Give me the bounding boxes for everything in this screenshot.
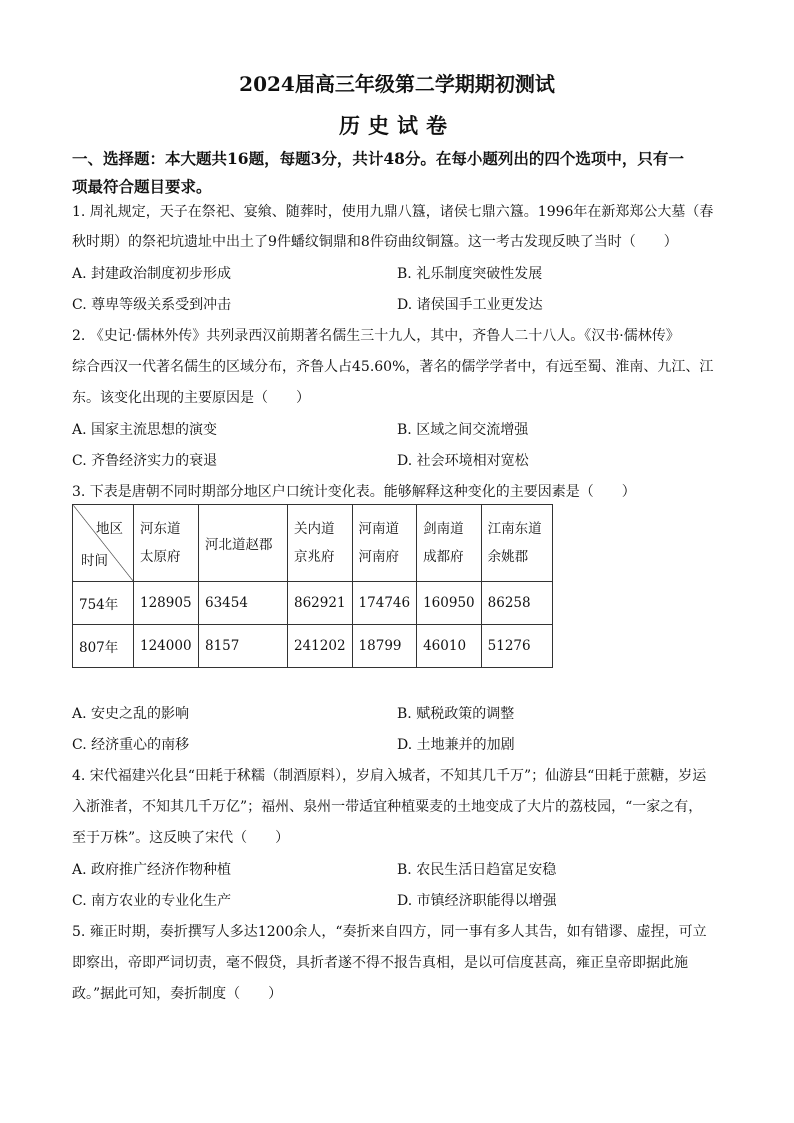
question-1-option-a[interactable]: A. 封建政治制度初步形成 [72,266,232,282]
question-3-option-a[interactable]: A. 安史之乱的影响 [72,706,190,722]
question-4-text: 入浙淮者，不知其几千万亿”；福州、泉州一带适宜种植粟麦的土地变成了大片的荔枝园，“一家之有， [72,799,703,815]
table-column-header: 河北道赵郡 [199,505,288,582]
table-cell: 8157 [199,625,288,668]
table-cell: 241202 [288,625,353,668]
table-column-header: 河东道 太原府 [134,505,199,582]
question-5-text: 政。”据此可知，奏折制度（ ） [72,986,283,1002]
table-column-header: 关内道 京兆府 [288,505,353,582]
table-column-header: 江南东道 余姚郡 [481,505,552,582]
question-1-text: 1. 周礼规定，天子在祭祀、宴飨、随葬时，使用九鼎八簋，诸侯七鼎六簋。1996年在新郑郑公大墓（春 [72,204,714,220]
household-statistics-table [72,504,553,668]
question-3-option-c[interactable]: C. 经济重心的南移 [72,737,190,753]
question-2-text: 综合西汉一代著名儒生的区域分布，齐鲁人占45.60%，著名的儒学学者中，有远至蜀、淮南、九江、江 [72,359,714,375]
table-cell: 51276 [481,625,552,668]
table-cell: 86258 [481,582,552,625]
question-2-option-b[interactable]: B. 区域之间交流增强 [397,422,529,438]
section-heading-line: 项最符合题目要求。 [72,177,212,196]
question-1-option-b[interactable]: B. 礼乐制度突破性发展 [397,266,543,282]
exam-subtitle: 历史试卷 [339,113,455,138]
question-3-option-b[interactable]: B. 赋税政策的调整 [397,706,515,722]
question-1-text: 秋时期）的祭祀坑遗址中出土了9件蟠纹铜鼎和8件窃曲纹铜簋。这一考古发现反映了当时（ ） [72,234,678,250]
table-cell-year: 807年 [73,625,134,668]
table-row [73,582,553,625]
question-2-option-a[interactable]: A. 国家主流思想的演变 [72,422,218,438]
corner-label-time: 时间 [81,553,108,569]
question-2-option-c[interactable]: C. 齐鲁经济实力的衰退 [72,453,218,469]
question-3-text: 3. 下表是唐朝不同时期部分地区户口统计变化表。能够解释这种变化的主要因素是（ ） [72,484,636,500]
table-cell-year: 754年 [73,582,134,625]
question-1-option-c[interactable]: C. 尊卑等级关系受到冲击 [72,297,232,313]
table-column-header: 剑南道 成都府 [417,505,482,582]
corner-label-region: 地区 [96,521,123,537]
table-corner-cell [73,505,134,582]
table-cell: 18799 [352,625,417,668]
table-cell: 128905 [134,582,199,625]
section-heading-line: 一、选择题：本大题共16题，每题3分，共计48分。在每小题列出的四个选项中，只有一 [72,149,684,168]
question-4-option-a[interactable]: A. 政府推广经济作物种植 [72,862,232,878]
table-cell: 160950 [417,582,482,625]
question-2-text: 2. 《史记·儒林外传》共列录西汉前期著名儒生三十九人，其中，齐鲁人二十八人。《汉书·儒林传》 [72,328,680,344]
question-4-option-b[interactable]: B. 农民生活日趋富足安稳 [397,862,557,878]
table-cell: 862921 [288,582,353,625]
section-heading [72,145,722,201]
table-cell: 174746 [352,582,417,625]
question-4-option-d[interactable]: D. 市镇经济职能得以增强 [397,893,557,909]
table-header-row [73,505,553,582]
table-column-header: 河南道 河南府 [352,505,417,582]
question-4-text: 4. 宋代福建兴化县“田耗于秫糯（制酒原料），岁肩入城者，不知其几千万”；仙游县“田耗于蔗糖，岁运 [72,768,707,784]
question-5-text: 5. 雍正时期，奏折撰写人多达1200余人，“奏折来自四方，同一事有多人其告，如有错谬、虚捏，可立 [72,924,707,940]
question-4-text: 至于万株”。这反映了宋代（ ） [72,830,290,846]
table-row [73,625,553,668]
question-4-option-c[interactable]: C. 南方农业的专业化生产 [72,893,232,909]
table-cell: 63454 [199,582,288,625]
exam-title: 2024届高三年级第二学期期初测试 [239,72,555,96]
question-2-option-d[interactable]: D. 社会环境相对宽松 [397,453,529,469]
question-3-option-d[interactable]: D. 土地兼并的加剧 [397,737,515,753]
table-cell: 124000 [134,625,199,668]
question-2-text: 东。该变化出现的主要原因是（ ） [72,390,310,406]
question-1-option-d[interactable]: D. 诸侯国手工业更发达 [397,297,543,313]
table-cell: 46010 [417,625,482,668]
question-5-text: 即察出，帝即严词切责，毫不假贷，具折者遂不得不报告真相，是以可信度甚高，雍正皇帝即据此施 [72,955,688,971]
